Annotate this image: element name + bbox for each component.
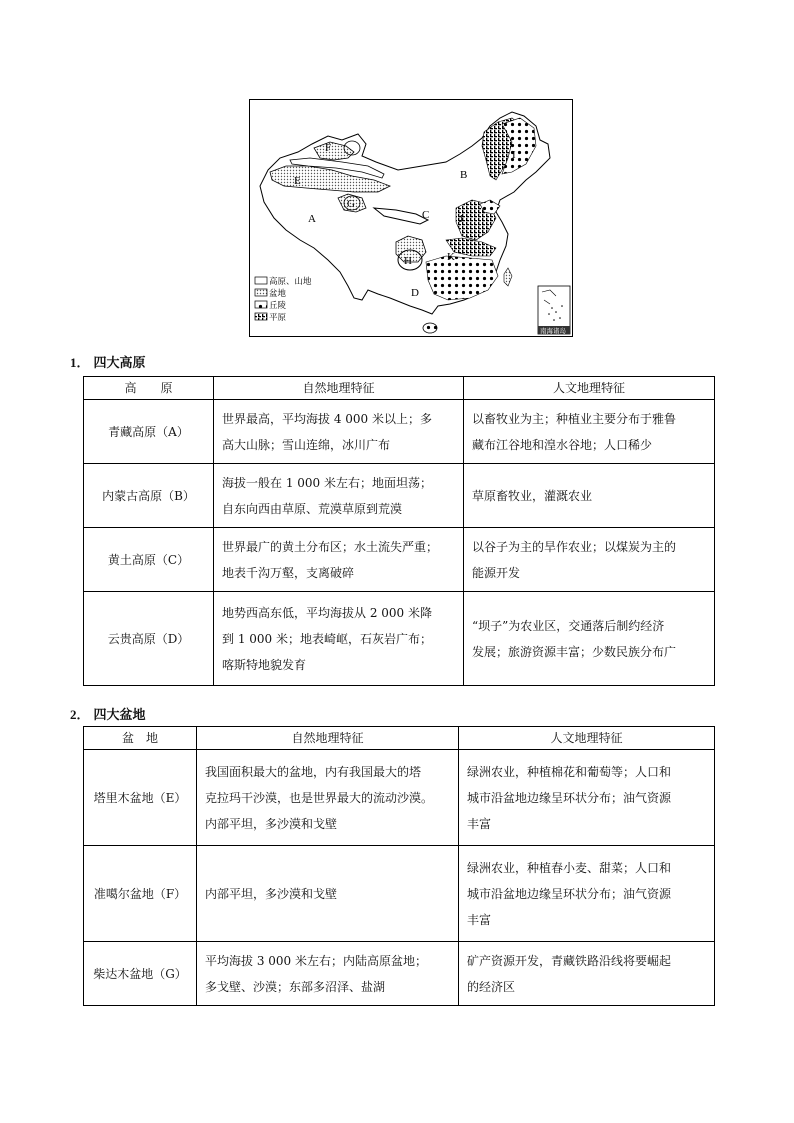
basin-name: 柴达木盆地（G） (84, 942, 197, 1006)
text-line: 喀斯特地貌发育 (222, 657, 307, 672)
text-line: 绿洲农业，种植春小麦、甜菜；人口和 (467, 860, 672, 875)
taiwan-island (504, 268, 512, 286)
text-line: 以畜牧业为主；种植业主要分布于雅鲁 (472, 411, 677, 426)
text-line: 多戈壁、沙漠；东部多沼泽、盐湖 (205, 979, 386, 994)
human-features (464, 464, 715, 528)
hills-southeast (426, 256, 498, 300)
text-line: 内部平坦，多沙漠和戈壁 (205, 886, 338, 901)
map-svg (250, 100, 572, 336)
natural-features (197, 750, 459, 846)
table-row (84, 942, 715, 1006)
table-row (84, 400, 715, 464)
text-line: 克拉玛干沙漠，也是世界最大的流动沙漠。 (205, 790, 434, 805)
human-features (459, 942, 715, 1006)
human-features (464, 400, 715, 464)
basin-table (83, 726, 715, 1006)
text-line: 丰富 (467, 816, 492, 831)
natural-features (197, 846, 459, 942)
text-line: 世界最广的黄土分布区；水土流失严重； (222, 539, 439, 554)
plateau-name: 黄土高原（C） (84, 528, 214, 592)
natural-features (197, 942, 459, 1006)
text-line: 以谷子为主的旱作农业；以煤炭为主的 (472, 539, 677, 554)
text-line: 世界最高，平均海拔 4 000 米以上；多 (222, 411, 432, 426)
legend-label-plateau: 高原、山地 (269, 277, 312, 287)
plateau-name: 内蒙古高原（B） (84, 464, 214, 528)
text-line: 海拔一般在 1 000 米左右；地面坦荡； (222, 475, 432, 490)
plateau-name: 青藏高原（A） (84, 400, 214, 464)
natural-features (214, 528, 464, 592)
human-features (464, 592, 715, 686)
text-line: 内部平坦，多沙漠和戈壁 (205, 816, 338, 831)
text-line: 高大山脉；雪山连绵，冰川广布 (222, 437, 391, 452)
human-features (464, 528, 715, 592)
map-label-a: A (308, 213, 316, 225)
text-line: “坝子”为农业区，交通落后制约经济 (472, 618, 665, 633)
human-features (459, 750, 715, 846)
text-line: 藏布江谷地和湟水谷地；人口稀少 (472, 437, 653, 452)
text-line: 自东向西由草原、荒漠草原到荒漠 (222, 501, 403, 516)
map-label-k: K (447, 251, 455, 263)
map-label-i: I (512, 149, 516, 161)
human-features (459, 846, 715, 942)
text-line: 城市沿盆地边缘呈环状分布；油气资源 (467, 790, 672, 805)
map-legend (255, 276, 312, 323)
text-line: 绿洲农业，种植棉花和葡萄等；人口和 (467, 764, 672, 779)
header-plateau: 高 原 (84, 377, 214, 400)
text-line: 丰富 (467, 912, 492, 927)
inset-label: 南海诸岛 (540, 327, 566, 335)
basin-name: 塔里木盆地（E） (84, 750, 197, 846)
map-label-j: J (459, 213, 464, 225)
header-human: 人文地理特征 (464, 377, 715, 400)
header-human: 人文地理特征 (459, 727, 715, 750)
section1-number: 1． (70, 355, 90, 370)
map-label-g: G (347, 198, 355, 210)
table-row (84, 750, 715, 846)
section1-heading (70, 352, 146, 371)
text-line: 能源开发 (472, 565, 521, 580)
hainan-island (423, 323, 437, 333)
text-line: 到 1 000 米；地表崎岖，石灰岩广布； (222, 631, 432, 646)
south-china-sea-inset (538, 286, 570, 335)
plateau-name: 云贵高原（D） (84, 592, 214, 686)
natural-features (214, 464, 464, 528)
text-line: 平均海拔 3 000 米左右；内陆高原盆地； (205, 953, 427, 968)
map-label-f: F (325, 142, 332, 154)
china-terrain-map (249, 99, 573, 337)
text-line: 矿产资源开发，青藏铁路沿线将要崛起 (467, 953, 672, 968)
section2-title: 四大盆地 (93, 708, 146, 723)
legend-label-plain: 平原 (269, 313, 287, 323)
header-natural: 自然地理特征 (197, 727, 459, 750)
header-natural: 自然地理特征 (214, 377, 464, 400)
natural-features (214, 592, 464, 686)
natural-features (214, 400, 464, 464)
table-row (84, 592, 715, 686)
plateau-table-header (84, 377, 715, 400)
table-row (84, 846, 715, 942)
map-label-c: C (422, 209, 430, 221)
map-label-b: B (460, 169, 468, 181)
text-line: 地表千沟万壑，支离破碎 (222, 565, 355, 580)
header-basin: 盆 地 (84, 727, 197, 750)
text-line: 发展；旅游资源丰富；少数民族分布广 (472, 644, 677, 659)
text-line: 草原畜牧业，灌溉农业 (472, 488, 593, 503)
basin-name: 准噶尔盆地（F） (84, 846, 197, 942)
map-label-e: E (294, 175, 301, 187)
text-line: 我国面积最大的盆地，内有我国最大的塔 (205, 764, 422, 779)
text-line: 地势西高东低，平均海拔从 2 000 米降 (222, 605, 432, 620)
map-label-h: H (404, 255, 412, 267)
section2-heading (70, 704, 146, 723)
legend-label-hills: 丘陵 (269, 301, 287, 311)
legend-label-basin: 盆地 (269, 289, 287, 299)
basin-table-header (84, 727, 715, 750)
text-line: 的经济区 (467, 979, 516, 994)
table-row (84, 464, 715, 528)
map-label-d: D (411, 287, 419, 299)
table-row (84, 528, 715, 592)
plateau-table (83, 376, 715, 686)
section1-title: 四大高原 (93, 356, 146, 371)
section2-number: 2． (70, 707, 90, 722)
text-line: 城市沿盆地边缘呈环状分布；油气资源 (467, 886, 672, 901)
